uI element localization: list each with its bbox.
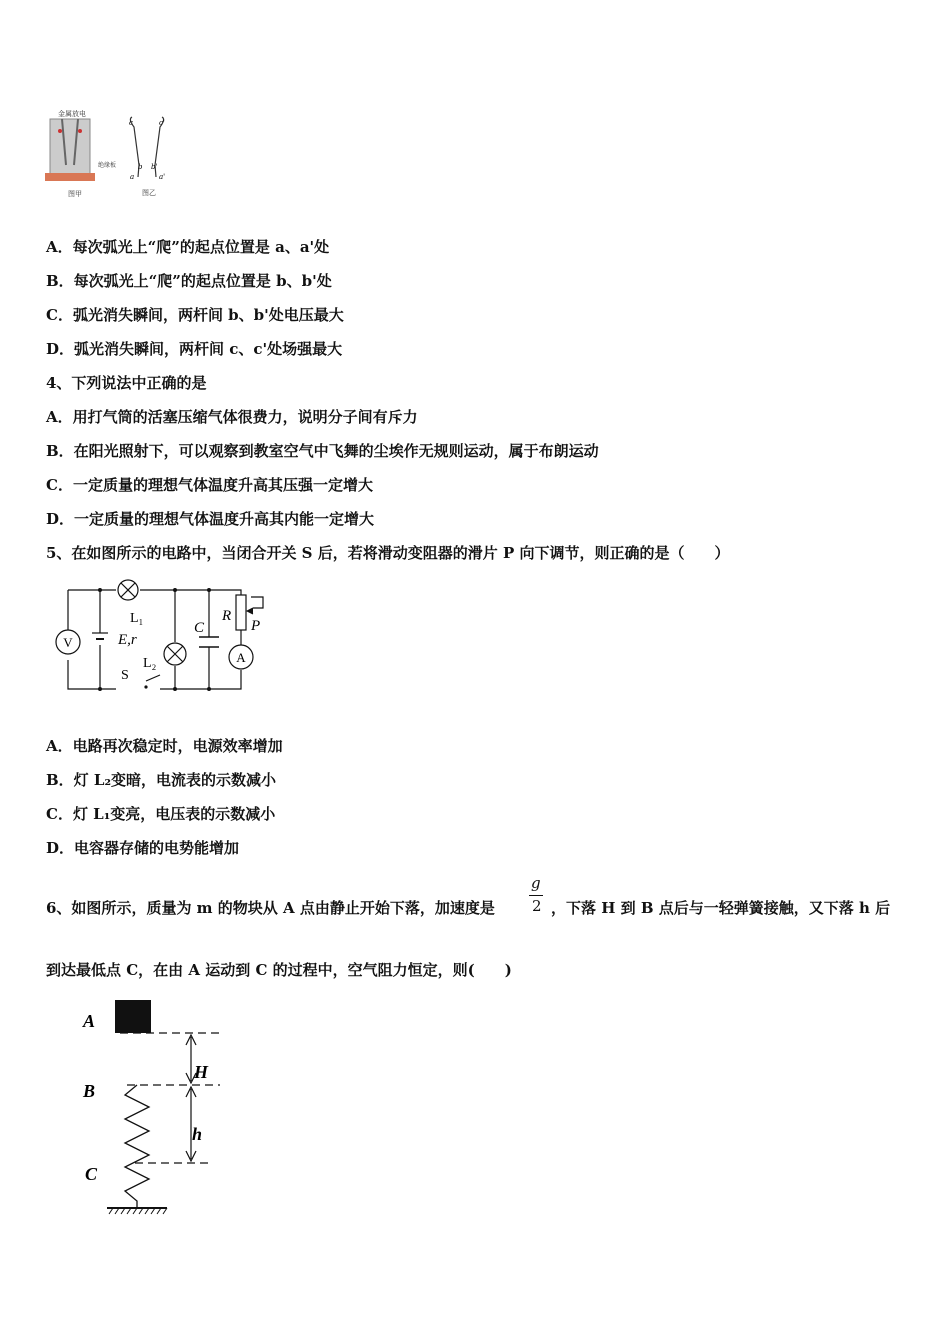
slider-label: P	[251, 618, 261, 634]
circuit-diagram	[48, 575, 278, 700]
height-H-label: H	[194, 1062, 209, 1082]
insulator-base	[45, 173, 95, 181]
q4-option-a: A．用打气筒的活塞压缩气体很费力，说明分子间有斥力	[46, 408, 418, 426]
q5-option-a: A．电路再次稳定时，电源效率增加	[46, 737, 283, 755]
capacitor-label: C	[194, 620, 205, 636]
q3-option-c: C．弧光消失瞬间，两杆间 b、b'处电压最大	[46, 306, 344, 324]
spring-figure	[75, 995, 235, 1240]
pt-cp: c'	[159, 119, 165, 127]
fraction-bar	[529, 895, 543, 896]
q6-stem-part1: 6、如图所示，质量为 m 的物块从 A 点由静止开始下落，加速度是	[46, 899, 495, 917]
rheostat	[236, 595, 246, 630]
battery-label: E,r	[118, 632, 137, 648]
pt-a: a	[130, 173, 135, 181]
spring	[125, 1085, 149, 1208]
lamp-L2-label: L₂	[143, 656, 157, 671]
q6-stem-part2: ，下落 H 到 B 点后与一轻弹簧接触，又下落 h 后	[551, 899, 891, 917]
pt-b: b	[138, 163, 143, 171]
q3-option-d: D．弧光消失瞬间，两杆间 c、c'处场强最大	[46, 340, 343, 358]
q5-option-d: D．电容器存储的电势能增加	[46, 839, 240, 857]
q5-option-c: C．灯 L₁变亮，电压表的示数减小	[46, 805, 276, 823]
ammeter-label: A	[236, 650, 246, 665]
rheostat-label: R	[222, 608, 232, 624]
caption-b: 图乙	[142, 189, 156, 197]
label-insulator: 绝缘板	[98, 162, 117, 169]
pt-bp: b'	[151, 163, 158, 171]
caption-a: 图甲	[68, 190, 82, 198]
point-A-label: A	[83, 1011, 96, 1031]
pt-ap: a'	[159, 173, 166, 181]
figure-spark-apparatus	[40, 105, 190, 200]
point-C-label: C	[85, 1164, 98, 1184]
q4-option-b: B．在阳光照射下，可以观察到教室空气中飞舞的尘埃作无规则运动，属于布朗运动	[46, 442, 599, 460]
q5-stem: 5、在如图所示的电路中，当闭合开关 S 后，若将滑动变阻器的滑片 P 向下调节，则正确的是（ ）	[46, 544, 730, 562]
q4-option-d: D．一定质量的理想气体温度升高其内能一定增大	[46, 510, 375, 528]
height-h-label: h	[192, 1124, 203, 1144]
point-B-label: B	[83, 1081, 96, 1101]
q5-option-b: B．灯 L₂变暗，电流表的示数减小	[46, 771, 277, 789]
fraction-denominator: 2	[532, 897, 542, 915]
jar-body	[50, 119, 90, 174]
q4-option-c: C．一定质量的理想气体温度升高其压强一定增大	[46, 476, 373, 494]
lamp-L1-label: L₁	[130, 611, 144, 626]
fraction-numerator: g	[531, 874, 541, 892]
q4-stem: 4、下列说法中正确的是	[46, 374, 207, 392]
switch-label: S	[121, 668, 129, 683]
q3-option-a: A．每次弧光上“爬”的起点位置是 a、a'处	[46, 238, 330, 256]
voltmeter-label: V	[63, 635, 73, 650]
pt-c: c	[129, 119, 133, 127]
q3-option-b: B．每次弧光上“爬”的起点位置是 b、b'处	[46, 272, 332, 290]
label-metal: 金属放电	[58, 110, 86, 118]
block	[115, 1000, 151, 1033]
q6-stem-line2: 到达最低点 C，在由 A 运动到 C 的过程中，空气阻力恒定，则( )	[46, 961, 512, 979]
